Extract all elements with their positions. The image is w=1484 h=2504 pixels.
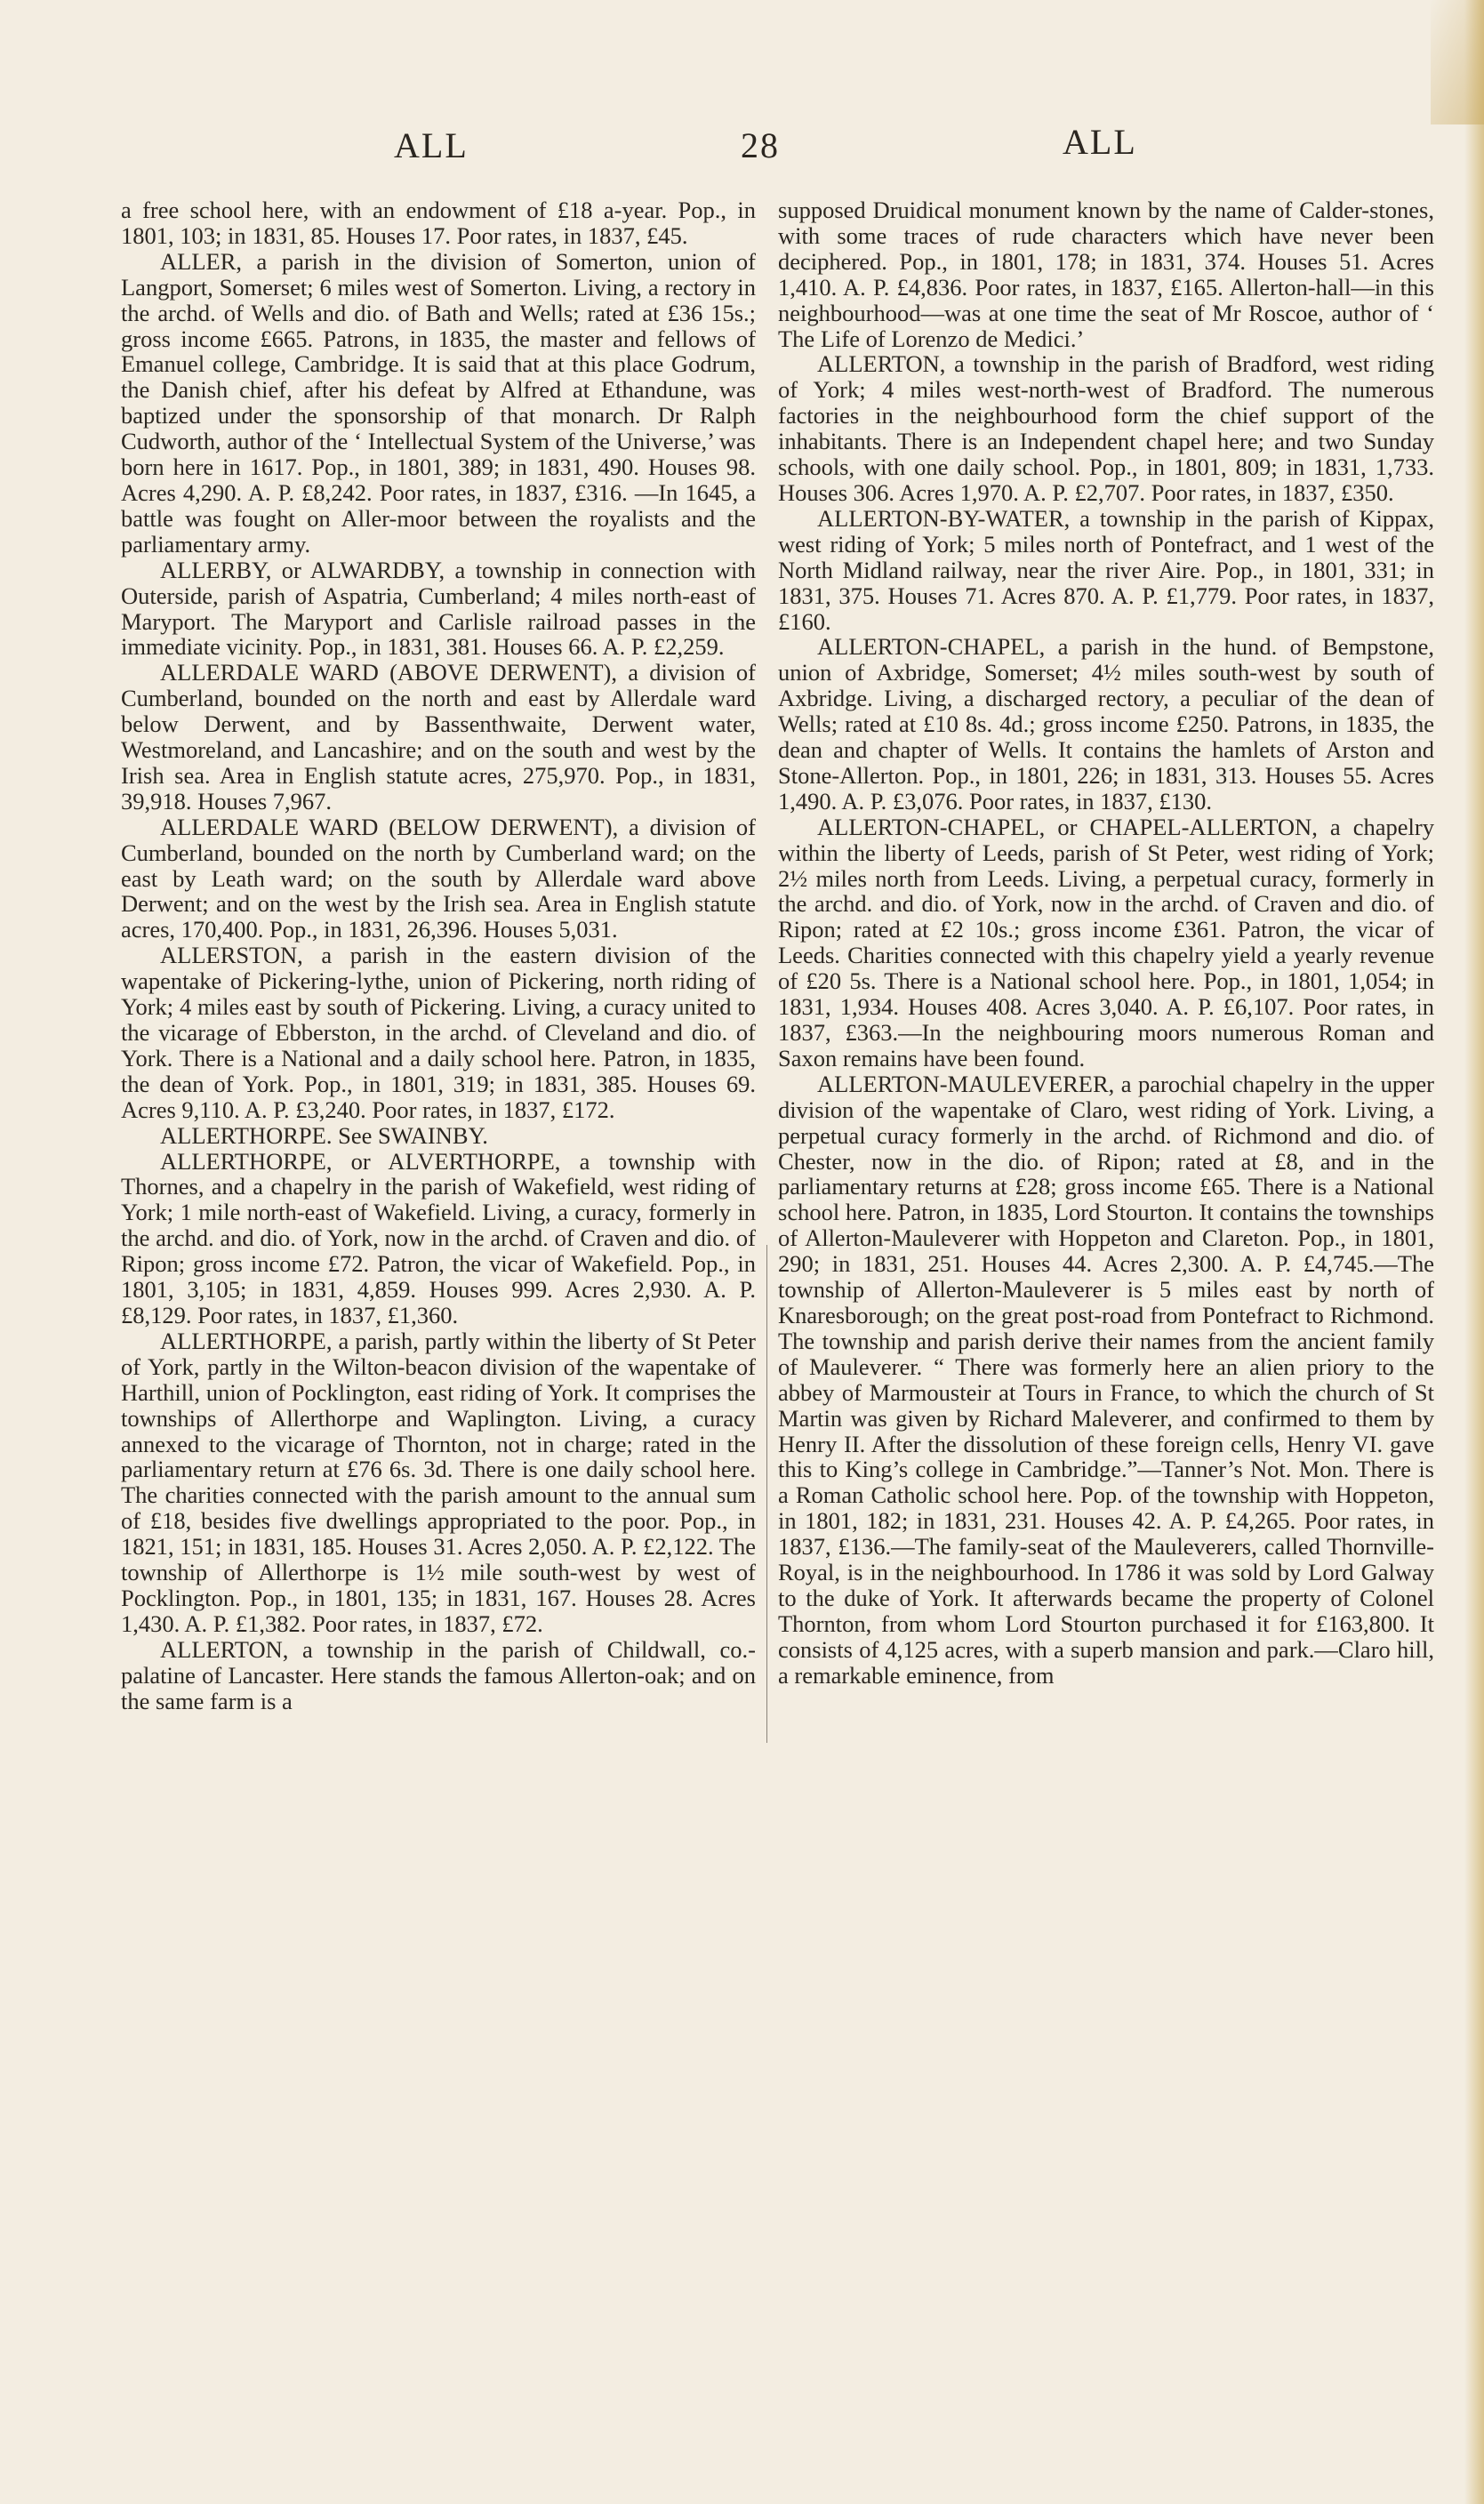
entry-aller: ALLER, a parish in the division of Somerton, union of Langport, Somerset; 6 miles west of Somerton. Living, a rectory in the archd. of Wells and dio. of Bath and Wells; rated at £36 15s.; gross income £665. Patrons, in 1835, the master and fellows of Emanuel college, Cambridge. It is said that at this place Godrum, the Danish chief, after his defeat by Alfred at Ethandune, was baptized under the sponsorship of that monarch. Dr Ralph Cudworth, author of the ‘ Intellectual System of the Universe,’ was born here in 1617. Pop., in 1801, 389; in 1831, 490. Houses 98. Acres 4,290. A. P. £8,242. Poor rates, in 1837, £316. —In 1645, a battle was fought on Aller-moor between the royalists and the parliamentary army. [121,247,756,558]
entry-allerston: ALLERSTON, a parish in the eastern division of the wapentake of Pickering-lythe, union of Pickering, north riding of York; 4 miles east by south of Pickering. Living, a curacy united to the vicarage of Ebberston, in the archd. of Cleveland and dio. of York. There is a National and a daily school here. Patron, in 1835, the dean of York. Pop., in 1801, 319; in 1831, 385. Houses 69. Acres 9,110. A. P. £3,240. Poor rates, in 1837, £172. [121,942,756,1123]
left-column [121,197,756,1713]
entry-allerthorpe-parish: ALLERTHORPE, a parish, partly within the liberty of St Peter of York, partly in the Wilton-beacon division of the wapentake of Harthill, union of Pocklington, east riding of York. It comprises the townships of Allerthorpe and Waplington. Living, a curacy annexed to the vicarage of Thornton, not in charge; rated in the parliamentary return at £76 6s. 3d. There is one daily school here. The charities connected with the parish amount to the annual sum of £18, besides five dwellings appropriated to the poor. Pop., in 1821, 151; in 1831, 185. Houses 31. Acres 2,050. A. P. £2,122. The township of Allerthorpe is 1½ mile south-west by west of Pocklington. Pop., in 1801, 135; in 1831, 167. Houses 28. Acres 1,430. A. P. £1,382. Poor rates, in 1837, £72. [121,1327,756,1637]
entry-allerton-childwall: ALLERTON, a township in the parish of Childwall, co.-palatine of Lancaster. Here stands the famous Allerton-oak; and on the same farm is a [121,1635,756,1714]
entry-continued: a free school here, with an endowment of £18 a-year. Pop., in 1801, 103; in 1831, 85. Houses 17. Poor rates, in 1837, £45. [121,197,756,249]
entry-allerton-bradford: ALLERTON, a township in the parish of Bradford, west riding of York; 4 miles west-north-west of Bradford. The numerous factories in the neighbourhood form the chief support of the inhabitants. There is an Independent chapel here; and two Sunday schools, with one daily school. Pop., in 1801, 809; in 1831, 1,733. Houses 306. Acres 1,970. A. P. £2,707. Poor rates, in 1837, £350. [778,350,1434,506]
entry-allerton-chapel-leeds: ALLERTON-CHAPEL, or CHAPEL-ALLERTON, a chapelry within the liberty of Leeds, parish of St Peter, west riding of York; 2½ miles north from Leeds. Living, a perpetual curacy, formerly in the archd. and dio. of York, now in the archd. of Craven and dio. of Ripon; rated at £2 10s.; gross income £361. Patron, the vicar of Leeds. Charities connected with this chapelry yield a yearly revenue of £20 5s. There is a National school here. Pop., in 1801, 1,054; in 1831, 1,934. Houses 408. Acres 3,040. A. P. £6,107. Poor rates, in 1837, £363.—In the neighbouring moors numerous Roman and Saxon remains have been found. [778,813,1434,1071]
entry-allerby: ALLERBY, or ALWARDBY, a township in connection with Outerside, parish of Aspatria, Cumberland; 4 miles north-east of Maryport. The Maryport and Carlisle railroad passes in the immediate vicinity. Pop., in 1831, 381. Houses 66. A. P. £2,259. [121,556,756,661]
running-header [0,124,1484,178]
column-divider [766,1245,767,1743]
entry-allerton-mauleverer: ALLERTON-MAULEVERER, a parochial chapelry in the upper division of the wapentake of Claro, west riding of York. Living, a perpetual curacy formerly in the archd. of Richmond and dio. of Chester, now in the dio. of Ripon; rated at £8, and in the parliamentary returns at £28; gross income £65. There is a National school here. Patron, in 1835, Lord Stourton. It contains the townships of Allerton-Mauleverer with Hoppeton and Clareton. Pop., in 1801, 290; in 1831, 251. Houses 44. Acres 2,300. A. P. £4,745.—The township of Allerton-Mauleverer is 5 miles east by north of Knaresborough; on the great post-road from Pontefract to Richmond. The township and parish derive their names from the ancient family of Mauleverer. “ There was formerly here an alien priory to the abbey of Marmousteir at Tours in France, to which the church of St Martin was given by Richard Maleverer, and confirmed to them by Henry II. After the dissolution of these foreign cells, Henry VI. gave this to King’s college in Cambridge.”—Tanner’s Not. Mon. There is a Roman Catholic school here. Pop. of the township with Hoppeton, in 1801, 182; in 1831, 231. Houses 42. A. P. £4,265. Poor rates, in 1837, £136.—The family-seat of the Mauleverers, called Thornville-Royal, is in the neighbourhood. In 1786 it was sold by Lord Galway to the duke of York. It afterwards became the property of Colonel Thornton, from whom Lord Stourton purchased it for £163,800. It consists of 4,125 acres, with a superb mansion and park.—Claro hill, a remarkable eminence, from [778,1070,1434,1689]
page-edge [1464,0,1484,2504]
right-column [778,197,1434,1689]
header-left-catchword: ALL [394,125,469,165]
entry-allerthorpe-wakefield: ALLERTHORPE, or ALVERTHORPE, a township with Thornes, and a chapelry in the parish of Wakefield, west riding of York; 1 mile north-east of Wakefield. Living, a curacy, formerly in the archd. and dio. of York, now in the archd. of Craven and dio. of Ripon; gross income £72. Patron, the vicar of Wakefield. Pop., in 1801, 3,105; in 1831, 4,859. Houses 999. Acres 2,930. A. P. £8,129. Poor rates, in 1837, £1,360. [121,1147,756,1328]
entry-allerthorpe-see: ALLERTHORPE. See SWAINBY. [160,1121,488,1149]
entry-allerton-chapel-somerset: ALLERTON-CHAPEL, a parish in the hund. of Bempstone, union of Axbridge, Somerset; 4½ miles south-west by south of Axbridge. Living, a discharged rectory, a peculiar of the dean of Wells; rated at £10 8s. 4d.; gross income £250. Patrons, in 1835, the dean and chapter of Wells. It contains the hamlets of Arston and Stone-Allerton. Pop., in 1801, 226; in 1831, 313. Houses 55. Acres 1,490. A. P. £3,076. Poor rates, in 1837, £130. [778,633,1434,815]
page-edge-shadow [1431,0,1484,124]
entry-allerdale-ward-below: ALLERDALE WARD (BELOW DERWENT), a division of Cumberland, bounded on the north by Cumberland ward; on the east by Leath ward; on the south by Allerdale ward above Derwent; and on the west by the Irish sea. Area in English statute acres, 170,400. Pop., in 1831, 26,396. Houses 5,031. [121,813,756,943]
page-number: 28 [741,125,780,165]
entry-allerdale-ward-above: ALLERDALE WARD (ABOVE DERWENT), a division of Cumberland, bounded on the north and east by Allerdale ward below Derwent, and by Bassenthwaite, Derwent water, Westmoreland, and Lancashire; and on the south and west by the Irish sea. Area in English statute acres, 275,970. Pop., in 1831, 39,918. Houses 7,967. [121,659,756,815]
entry-allerton-by-water: ALLERTON-BY-WATER, a township in the parish of Kippax, west riding of York; 5 miles north of Pontefract, and 1 west of the North Midland railway, near the river Aire. Pop., in 1801, 331; in 1831, 375. Houses 71. Acres 870. A. P. £1,779. Poor rates, in 1837, £160. [778,504,1434,635]
header-right-catchword: ALL [1063,122,1137,162]
entry-continued-right: supposed Druidical monument known by the name of Calder-stones, with some traces of rude characters which have never been deciphered. Pop., in 1801, 178; in 1831, 374. Houses 51. Acres 1,410. A. P. £4,836. Poor rates, in 1837, £165. Allerton-hall—in this neighbourhood—was at one time the seat of Mr Roscoe, author of ‘ The Life of Lorenzo de Medici.’ [778,197,1434,352]
